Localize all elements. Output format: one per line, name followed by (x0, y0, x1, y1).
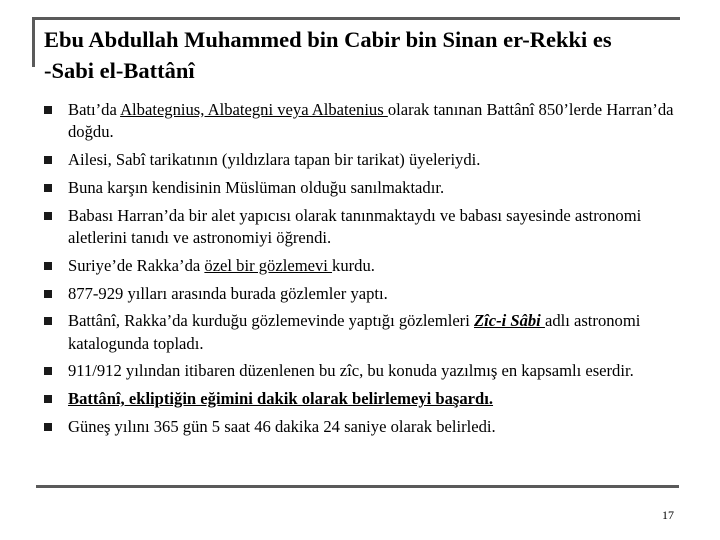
square-bullet-icon (44, 184, 52, 192)
bullet-text: Babası Harran’da bir alet yapıcısı olarak tanınmaktaydı ve babası sayesinde astronomi aletlerini tanıdı ve astronomiyi öğrendi. (68, 205, 642, 247)
bullet-underlined-text: özel bir gözlemevi (204, 255, 333, 275)
square-bullet-icon (44, 212, 52, 220)
bullet-emphasis-text: Zîc-i Sâbi (473, 311, 545, 331)
title-frame-horizontal (32, 17, 680, 20)
list-item (44, 205, 684, 250)
list-item (44, 177, 684, 199)
list-item (44, 416, 684, 438)
square-bullet-icon (44, 106, 52, 114)
bullet-list (44, 99, 684, 444)
list-item (44, 388, 684, 410)
bullet-text: 911/912 yılından itibaren düzenlenen bu zîc, bu konuda yazılmış en kapsamlı eserdir. (68, 361, 634, 381)
list-item (44, 149, 684, 171)
bullet-text: olarak tanınan Battânî 850’lerde Harran’da doğdu. (68, 100, 674, 142)
list-item (44, 99, 684, 144)
bullet-text: Güneş yılını 365 gün 5 saat 46 dakika 24 saniye olarak belirledi. (68, 417, 496, 437)
square-bullet-icon (44, 156, 52, 164)
page-number: 17 (662, 508, 674, 522)
title-frame-vertical (32, 17, 35, 67)
slide-title-line-1: Ebu Abdullah Muhammed bin Cabir bin Sinan er-Rekki es (44, 27, 612, 52)
slide-title-line-2: -Sabi el-Battânî (44, 58, 195, 83)
square-bullet-icon (44, 423, 52, 431)
square-bullet-icon (44, 367, 52, 375)
square-bullet-icon (44, 262, 52, 270)
footer-divider (36, 485, 679, 488)
bullet-text: Buna karşın kendisinin Müslüman olduğu sanılmaktadır. (68, 177, 445, 197)
slide-title (44, 24, 684, 86)
bullet-bold-text: Battânî, ekliptiğin eğimini dakik olarak belirlemeyi başardı. (68, 389, 494, 409)
square-bullet-icon (44, 290, 52, 298)
list-item (44, 255, 684, 277)
bullet-text: Battânî, Rakka’da kurduğu gözlemevinde yaptığı gözlemleri (68, 311, 474, 331)
bullet-underlined-text: Albategnius, Albategni veya Albatenius (120, 100, 388, 119)
square-bullet-icon (44, 395, 52, 403)
bullet-text: Batı’da (68, 100, 121, 119)
list-item (44, 360, 684, 382)
bullet-text: kurdu. (332, 255, 375, 275)
square-bullet-icon (44, 317, 52, 325)
bullet-text: Suriye’de Rakka’da (68, 255, 205, 275)
bullet-text: Ailesi, Sabî tarikatının (yıldızlara tapan bir tarikat) üyeleriydi. (68, 150, 481, 170)
bullet-text: adlı astronomi katalogunda topladı. (68, 311, 641, 353)
list-item (44, 283, 684, 305)
bullet-text: 877-929 yılları arasında burada gözlemler yaptı. (68, 283, 388, 303)
list-item (44, 310, 684, 355)
